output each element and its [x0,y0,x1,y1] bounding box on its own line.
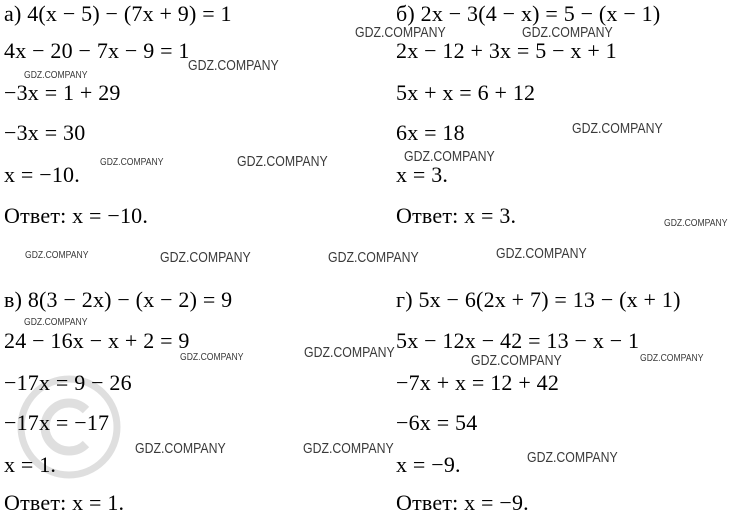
watermark-text: GDZ.COMPANY [100,156,164,168]
watermark-text: GDZ.COMPANY [572,120,663,137]
problem-a-step-1: 4x − 20 − 7x − 9 = 1 [4,38,190,63]
watermark-text: GDZ.COMPANY [404,148,495,165]
watermark-text: GDZ.COMPANY [527,449,618,466]
problem-a-step-3: −3x = 30 [4,120,86,145]
problem-g-step-2: −7x + x = 12 + 42 [396,370,560,395]
problem-g-header: г) 5x − 6(2x + 7) = 13 − (x + 1) [396,287,681,312]
watermark-text: GDZ.COMPANY [328,249,419,266]
problem-v-step-1: 24 − 16x − x + 2 = 9 [4,328,190,353]
problem-v-solution: x = 1. [4,452,57,477]
problem-g-answer: Ответ: x = −9. [396,490,529,515]
problem-b-step-1: 2x − 12 + 3x = 5 − x + 1 [396,38,617,63]
watermark-text: GDZ.COMPANY [496,245,587,262]
problem-v-header: в) 8(3 − 2x) − (x − 2) = 9 [4,287,233,312]
watermark-text: GDZ.COMPANY [303,440,394,457]
watermark-text: GDZ.COMPANY [160,249,251,266]
problem-g-solution: x = −9. [396,452,461,477]
watermark-text: GDZ.COMPANY [188,57,279,74]
watermark-text: GDZ.COMPANY [664,217,728,229]
problem-g-step-1: 5x − 12x − 42 = 13 − x − 1 [396,328,640,353]
problem-b-step-2: 5x + x = 6 + 12 [396,80,536,105]
watermark-text: GDZ.COMPANY [25,249,89,261]
problem-b-header: б) 2x − 3(4 − x) = 5 − (x − 1) [396,1,661,26]
problem-a-answer: Ответ: x = −10. [4,203,149,228]
watermark-text: GDZ.COMPANY [24,69,88,81]
watermark-text: GDZ.COMPANY [180,351,244,363]
watermark-text: GDZ.COMPANY [237,153,328,170]
watermark-text: GDZ.COMPANY [304,344,395,361]
watermark-text: GDZ.COMPANY [135,440,226,457]
problem-v-answer: Ответ: x = 1. [4,490,125,515]
problem-a-solution: x = −10. [4,162,80,187]
problem-b-step-3: 6x = 18 [396,120,465,145]
watermark-text: GDZ.COMPANY [355,24,446,41]
watermark-text: GDZ.COMPANY [640,352,704,364]
watermark-text: GDZ.COMPANY [471,352,562,369]
problem-v-step-2: −17x = 9 − 26 [4,370,132,395]
problem-a-step-2: −3x = 1 + 29 [4,80,121,105]
problem-g-step-3: −6x = 54 [396,410,478,435]
watermark-text: GDZ.COMPANY [24,316,88,328]
problem-b-answer: Ответ: x = 3. [396,203,517,228]
problem-a-header: а) 4(x − 5) − (7x + 9) = 1 [4,1,232,26]
problem-b-solution: x = 3. [396,162,449,187]
watermark-text: GDZ.COMPANY [522,24,613,41]
problem-v-step-3: −17x = −17 [4,410,110,435]
